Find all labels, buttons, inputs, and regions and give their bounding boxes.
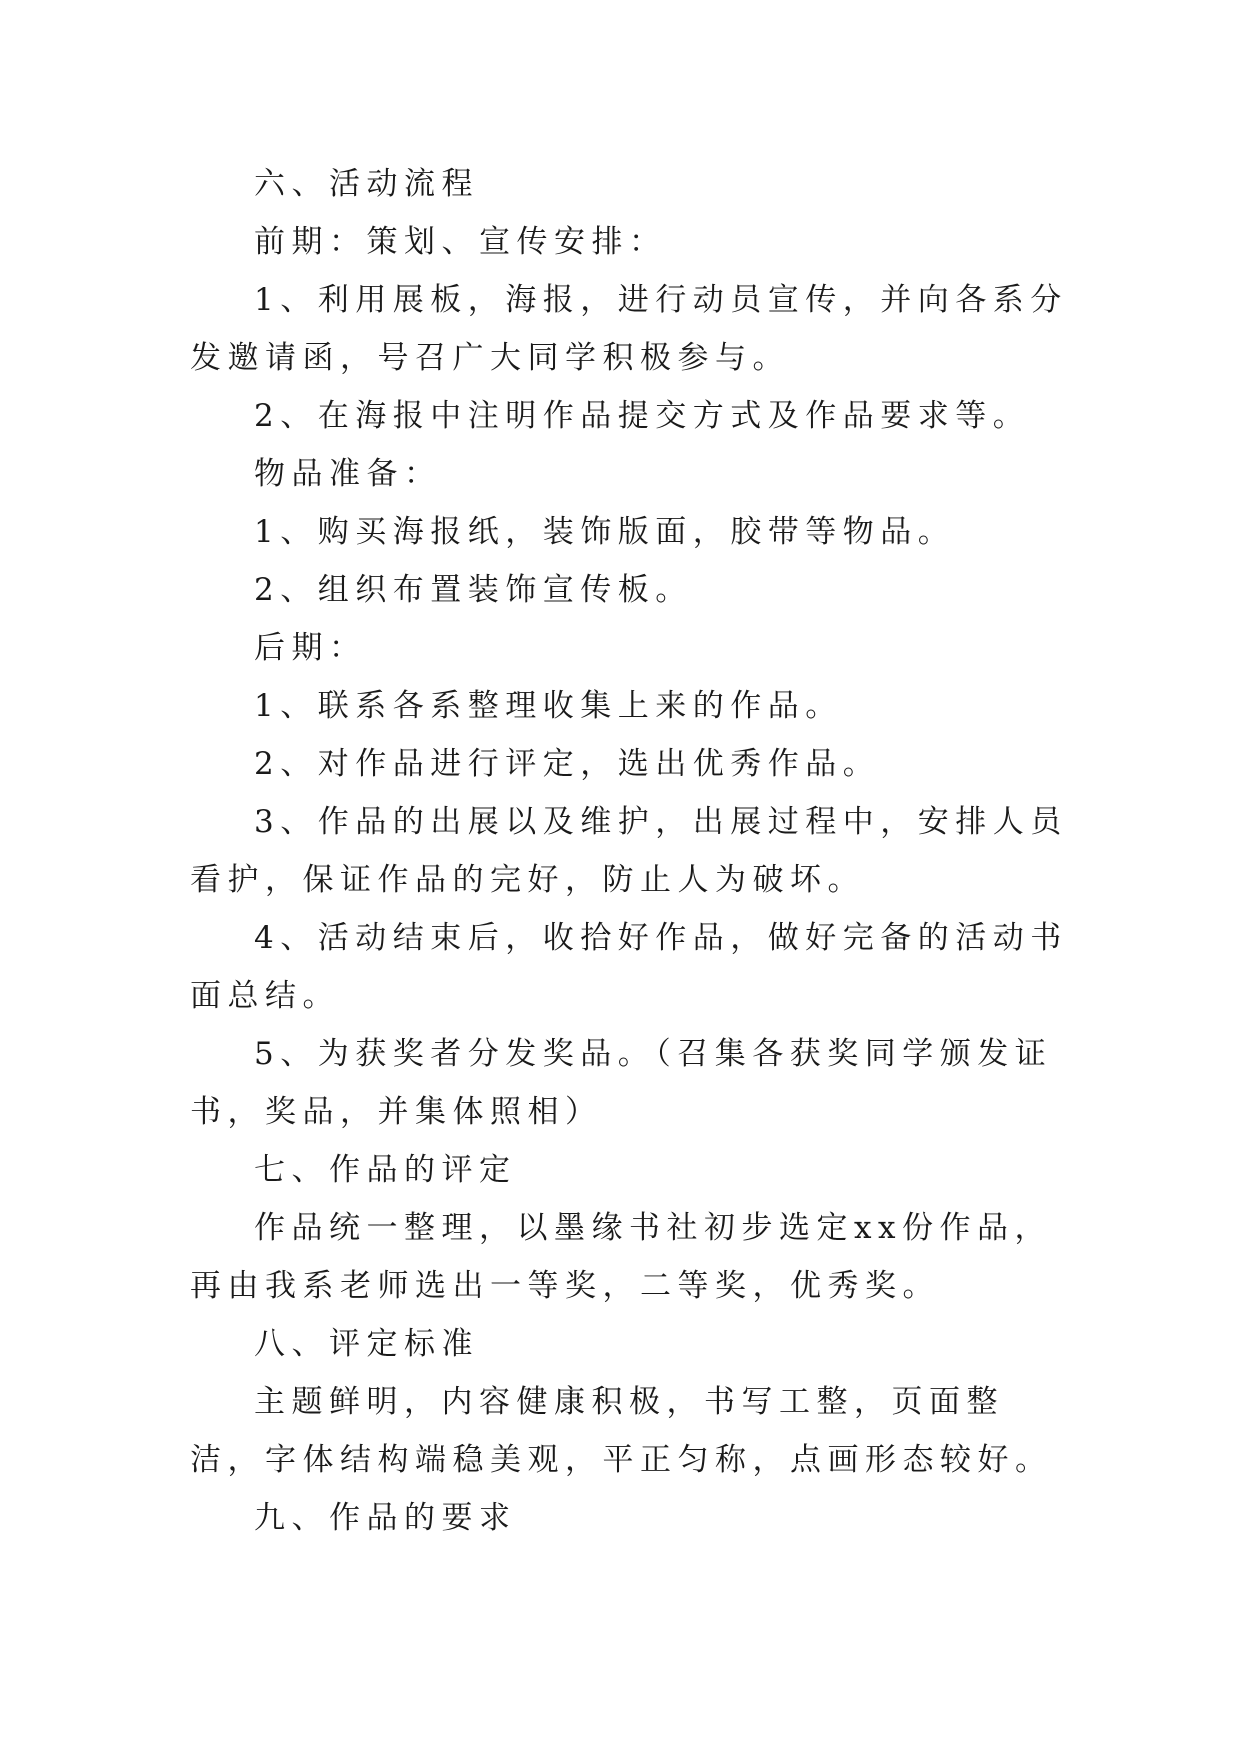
body-paragraph: 主题鲜明，内容健康积极，书写工整，页面整洁，字体结构端稳美观，平正匀称，点画形态较好。 — [190, 1384, 1053, 1478]
list-item: 1、利用展板，海报，进行动员宣传，并向各系分发邀请函，号召广大同学积极参与。 — [190, 282, 1068, 376]
list-item: 4、活动结束后，收拾好作品，做好完备的活动书面总结。 — [190, 920, 1068, 1014]
list-item: 3、作品的出展以及维护，出展过程中，安排人员看护，保证作品的完好，防止人为破坏。 — [190, 804, 1068, 898]
body-paragraph: 作品统一整理，以墨缘书社初步选定xx份作品，再由我系老师选出一等奖，二等奖，优秀奖。 — [190, 1210, 1052, 1304]
section-heading-requirements: 九、作品的要求 — [254, 1500, 517, 1536]
list-item: 2、对作品进行评定，选出优秀作品。 — [254, 746, 881, 782]
section-heading-evaluation: 七、作品的评定 — [254, 1152, 517, 1188]
subheading-late-stage: 后期： — [254, 630, 367, 666]
list-item: 5、为获奖者分发奖品。（召集各获奖同学颁发证书，奖品，并集体照相） — [190, 1036, 1053, 1130]
subheading-materials: 物品准备： — [254, 456, 442, 492]
list-item: 2、在海报中注明作品提交方式及作品要求等。 — [254, 398, 1031, 434]
section-heading-criteria: 八、评定标准 — [254, 1326, 479, 1362]
list-item: 1、联系各系整理收集上来的作品。 — [254, 688, 843, 724]
list-item: 1、购买海报纸，装饰版面，胶带等物品。 — [254, 514, 956, 550]
subheading-early-stage: 前期：策划、宣传安排： — [254, 224, 667, 260]
document-body — [190, 155, 1070, 1547]
list-item: 2、组织布置装饰宣传板。 — [254, 572, 693, 608]
section-heading-activity-process: 六、活动流程 — [254, 166, 479, 202]
